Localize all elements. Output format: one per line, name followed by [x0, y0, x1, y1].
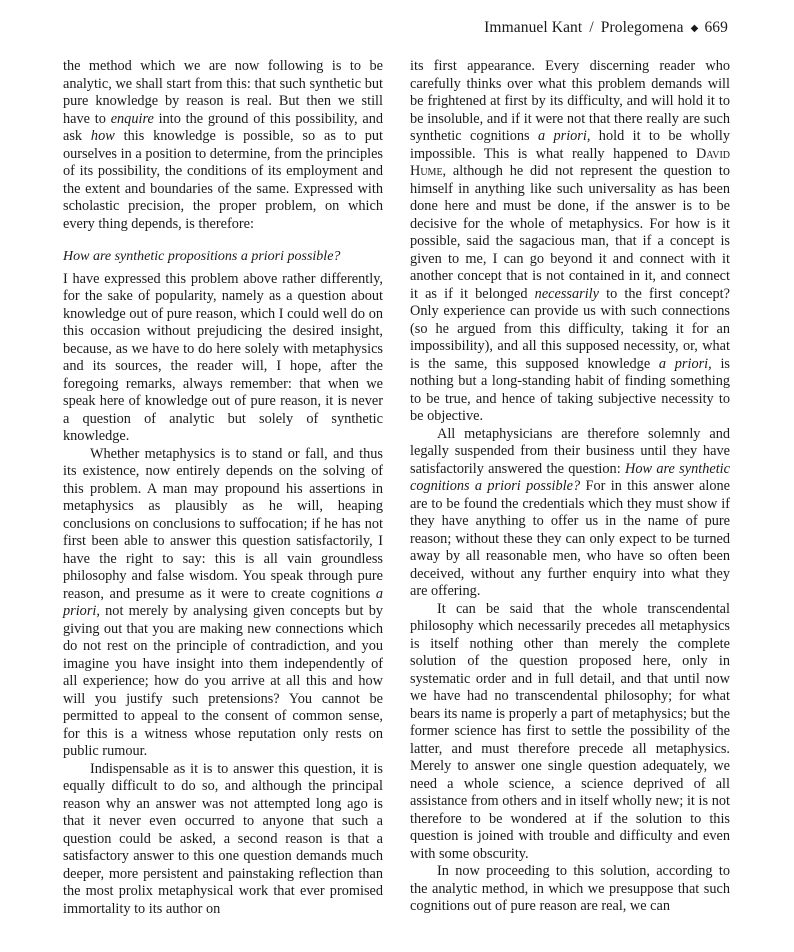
paragraph: I have expressed this problem above rather differently, for the sake of popularity, namely as a question about knowledge out of pure reason, which I could well do on this occasion without prejudicing the desired insight, because, as we have to do here solely with metaphysics and its sources, the reader will, I hope, after the foregoing remarks, always remember: that when we speak here of knowledge out of pure reason, it is never a question of analytic but solely of synthetic knowledge.	[63, 270, 383, 444]
running-header	[484, 19, 728, 37]
left-column	[63, 58, 383, 918]
paragraph: the method which we are now following is to be analytic, we shall start from this: that such synthetic but pure knowledge by reason is real. But then we still have to enquire into the ground of this possibility, and ask how this knowledge is possible, so as to put ourselves in a position to determine, from the principles of its possibility, the conditions of its employment and the extent and boundaries of the same. Expressed with scholastic precision, the proper problem, on which every thing depends, is therefore:	[63, 58, 383, 232]
paragraph: Whether metaphysics is to stand or fall, and thus its existence, now entirely depends on the solving of this problem. A man may propound his assertions in metaphysics as plausibly as he will, heaping conclusions on conclusions to suffocation; if he has not first been able to answer this question satisfactorily, I have the right to say: this is all vain groundless philosophy and false wisdom. You speak through pure reason, and presume as it were to create cognitions a priori, not merely by analysing given concepts but by giving out that you are making new connections which do not rest on the principle of contradiction, and you imagine you have insight into them independently of all experience; how do you arrive at all this and how will you justify such pretensions? You cannot be permitted to appeal to the consent of common sense, for this is a witness whose reputation only rests on public rumour.	[63, 445, 383, 759]
header-work-title: Prolegomena	[600, 19, 684, 36]
paragraph: In now proceeding to this solution, according to the analytic method, in which we presuppose that such cognitions out of pure reason are real, we can	[410, 863, 730, 914]
paragraph: Indispensable as it is to answer this question, it is equally difficult to do so, and although the principal reason why an answer was not attempted long ago is that it never even occurred to anyone that such a question could be asked, a second reason is that a satisfactory answer to this one question demands much deeper, more persistent and painstaking reflection than the most prolix metaphysical work that ever promised immortality to its author on	[63, 760, 383, 917]
paragraph: All metaphysicians are therefore solemnly and legally suspended from their business until they have satisfactorily answered the question: How are synthetic cognitions a priori possible? For in this answer alone are to be found the credentials which they must show if they have anything to offer us in the name of pure reason; without these they can only expect to be turned away by all reasonable men, who have so often been deceived, without any further enquiry into what they are offering.	[410, 425, 730, 599]
paragraph: its first appearance. Every discerning reader who carefully thinks over what this problem demands will be frightened at first by its difficulty, and will hold it to be insoluble, and if it were not that there really are such synthetic cognitions a priori, hold it to be wholly impossible. This is what really happened to David Hume, although he did not represent the question to himself in anything like such universality as has been done here and must be done, if the answer is to be decisive for the whole of metaphysics. For how is it possible, said the sagacious man, that if a concept is given to me, I can go beyond it and connect with it another concept that is not contained in it, and connect it as if it belonged necessarily to the first concept? Only experience can provide us with such connections (so he argued from this difficulty, taking it for an impossibility), and all this supposed necessity, or, what is the same, this supposed knowledge a priori, is nothing but a long-standing habit of finding something to be true, and hence of taking subjective necessity to be objective.	[410, 58, 730, 424]
page-number: 669	[704, 19, 728, 36]
diamond-ornament-icon: ◆	[690, 23, 699, 34]
question-heading: How are synthetic propositions a priori possible?	[63, 249, 341, 264]
header-separator: /	[589, 19, 594, 36]
paragraph: It can be said that the whole transcendental philosophy which necessarily precedes all metaphysics is itself nothing other than merely the complete solution of the question proposed here, only in systematic order and in full detail, and that until now we have had no transcendental philosophy; for what bears its name is properly a part of metaphysics; but the former science has first to settle the possibility of the latter, and must therefore precede all metaphysics. Merely to answer one single question adequately, we need a whole science, a science deprived of all assistance from others and in itself wholly new; it is not therefore to be wondered at if the solution to this question is joined with trouble and difficulty and even with some obscurity.	[410, 600, 730, 862]
header-author: Immanuel Kant	[484, 19, 583, 36]
right-column	[410, 58, 730, 916]
